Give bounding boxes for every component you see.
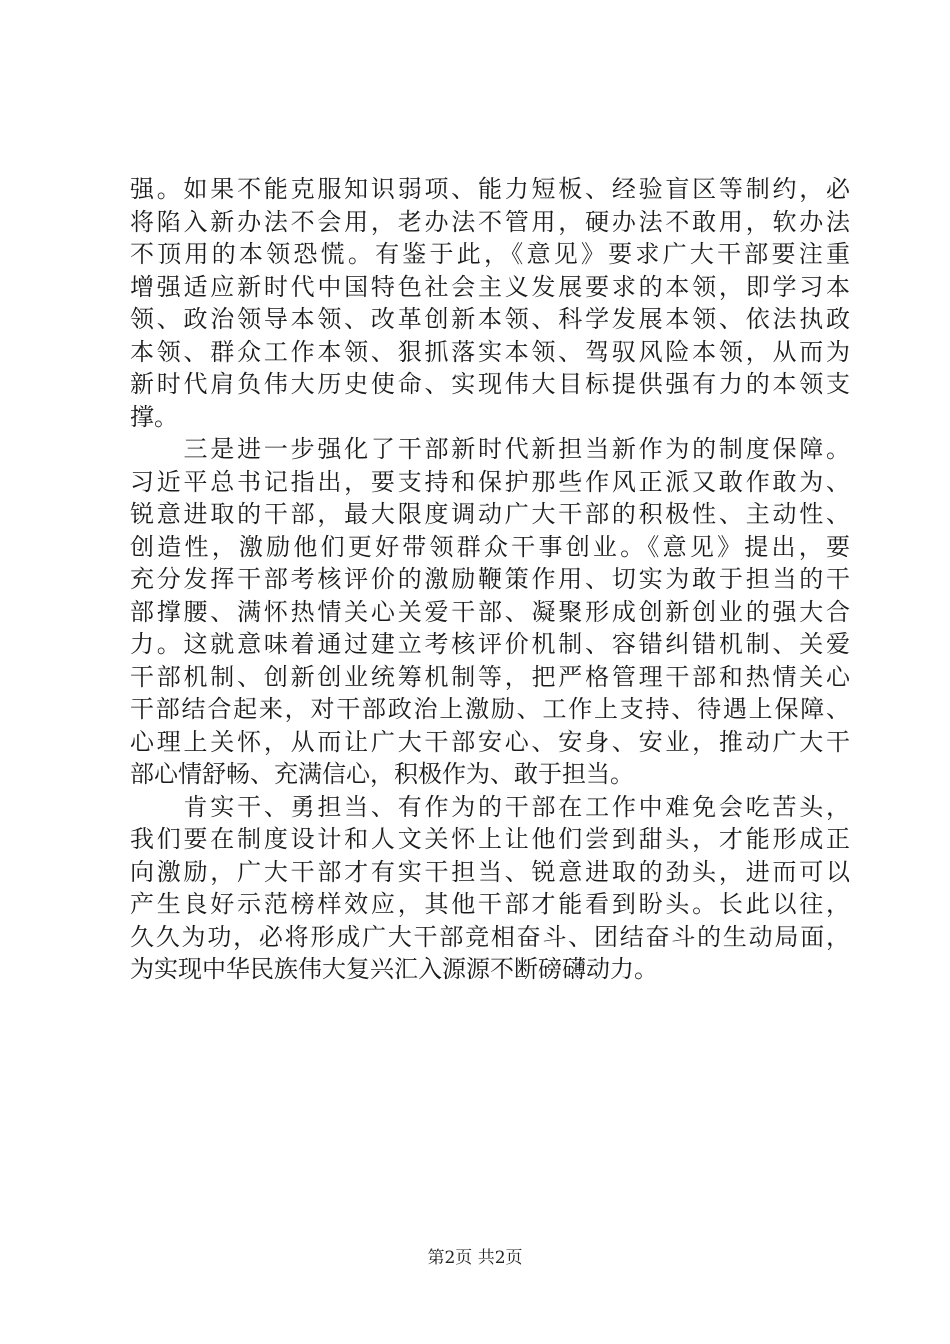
text-line: 锐意进取的干部，最大限度调动广大干部的积极性、主动性、: [130, 500, 850, 528]
paragraph-2: [130, 433, 850, 791]
text-line: 强。如果不能克服知识弱项、能力短板、经验盲区等制约，必: [130, 175, 850, 203]
page-number-label: 第2页 共2页: [427, 1248, 523, 1268]
text-line: 我们要在制度设计和人文关怀上让他们尝到甜头，才能形成正: [130, 825, 850, 853]
text-line: 为实现中华民族伟大复兴汇入源源不断磅礴动力。: [130, 955, 658, 983]
text-line: 肯实干、勇担当、有作为的干部在工作中难免会吃苦头，: [130, 792, 850, 821]
paragraph-1: [130, 173, 850, 433]
text-line: 本领、群众工作本领、狠抓落实本领、驾驭风险本领，从而为: [130, 337, 850, 366]
text-line: 创造性，激励他们更好带领群众干事创业。《意见》提出，要: [130, 532, 850, 561]
paragraph-3: [130, 791, 850, 986]
text-line: 心理上关怀，从而让广大干部安心、安身、安业，推动广大干: [130, 727, 850, 756]
text-line: 三是进一步强化了干部新时代新担当新作为的制度保障。: [130, 435, 850, 463]
text-line: 部撑腰、满怀热情关心关爱干部、凝聚形成创新创业的强大合: [130, 597, 850, 626]
text-line: 产生良好示范榜样效应，其他干部才能看到盼头。长此以往，: [130, 890, 850, 918]
text-line: 将陷入新办法不会用，老办法不管用，硬办法不敢用，软办法: [130, 207, 850, 236]
text-line: 向激励，广大干部才有实干担当、锐意进取的劲头，进而可以: [130, 857, 850, 886]
text-line: 久久为功，必将形成广大干部竞相奋斗、团结奋斗的生动局面，: [130, 922, 850, 951]
text-line: 习近平总书记指出，要支持和保护那些作风正派又敢作敢为、: [130, 467, 850, 496]
text-line: 不顶用的本领恐慌。有鉴于此，《意见》要求广大干部要注重: [130, 240, 850, 268]
text-line: 部心情舒畅、充满信心，积极作为、敢于担当。: [130, 760, 634, 788]
text-line: 干部机制、创新创业统筹机制等，把严格管理干部和热情关心: [130, 662, 850, 691]
text-line: 撑。: [130, 402, 178, 431]
text-line: 充分发挥干部考核评价的激励鞭策作用、切实为敢于担当的干: [130, 565, 850, 593]
text-line: 干部结合起来，对干部政治上激励、工作上支持、待遇上保障、: [130, 695, 850, 723]
document-body: [130, 173, 850, 986]
text-line: 力。这就意味着通过建立考核评价机制、容错纠错机制、关爱: [130, 630, 850, 658]
page-footer: [0, 1243, 950, 1268]
text-line: 新时代肩负伟大历史使命、实现伟大目标提供强有力的本领支: [130, 370, 850, 398]
text-line: 增强适应新时代中国特色社会主义发展要求的本领，即学习本: [130, 272, 850, 301]
text-line: 领、政治领导本领、改革创新本领、科学发展本领、依法执政: [130, 305, 850, 333]
